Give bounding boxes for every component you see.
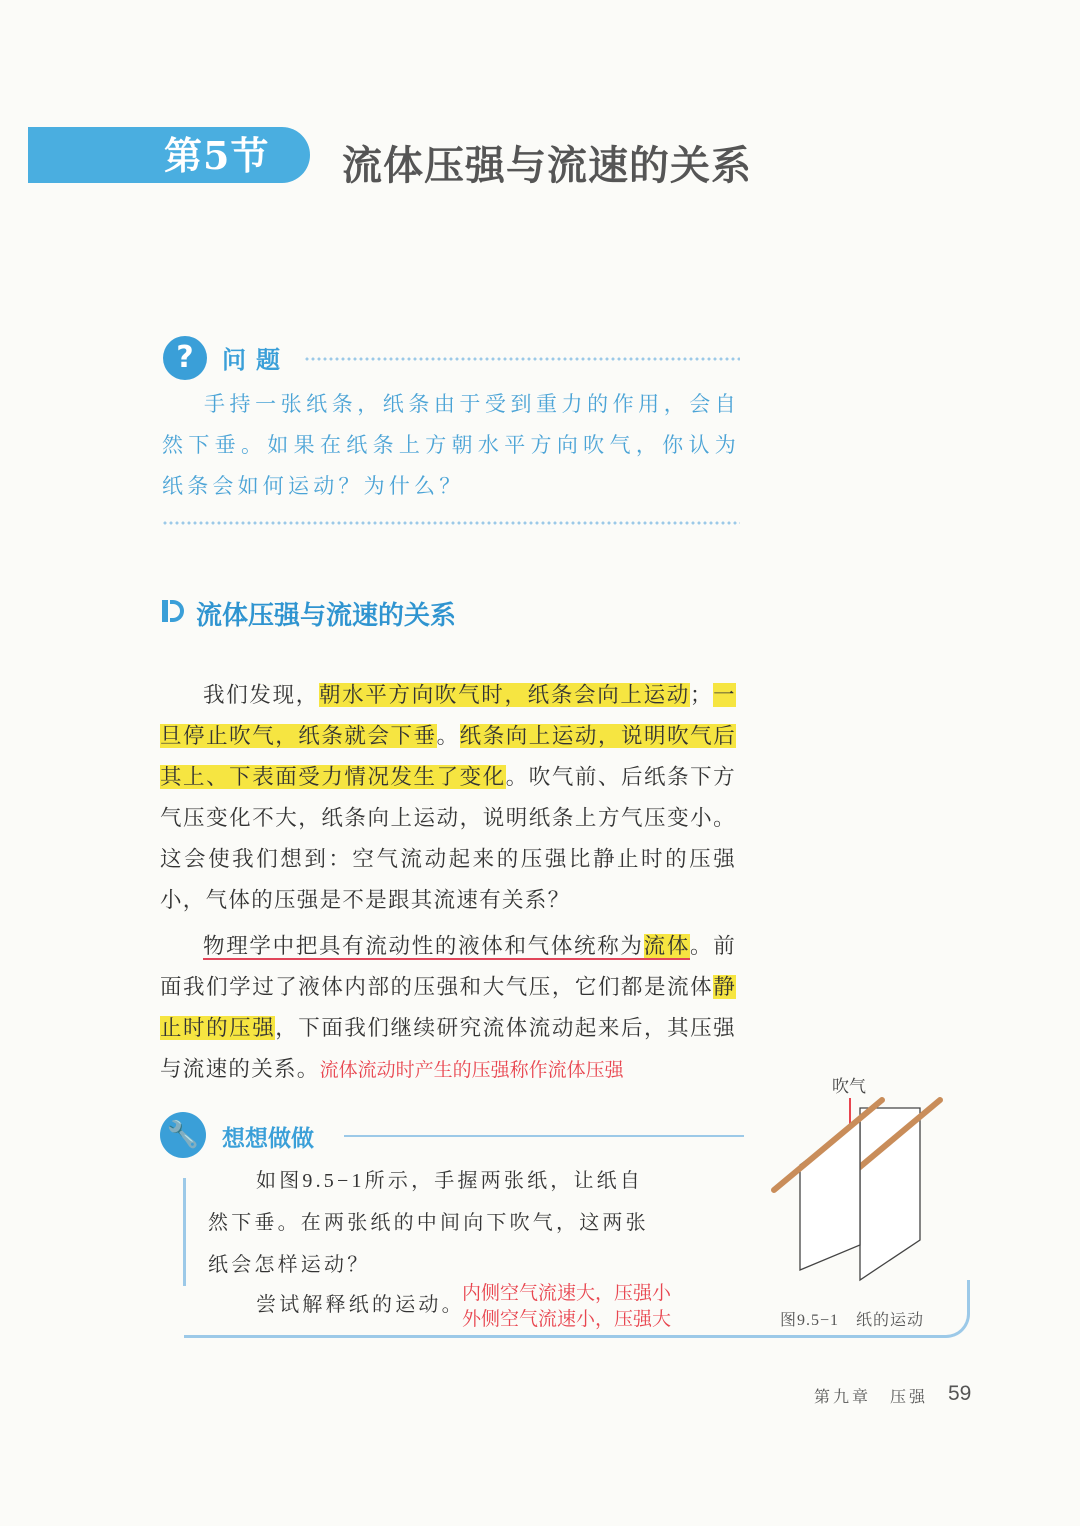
p1-text-1: 我们发现， — [203, 683, 319, 707]
subheading-title: 流体压强与流速的关系 — [196, 601, 457, 631]
subheading-marker-arc — [170, 600, 184, 622]
think-do-side-rule — [183, 1178, 186, 1286]
two-papers-illustration — [760, 1070, 960, 1290]
blow-label: 吹气 — [832, 1077, 866, 1096]
question-text: 手持一张纸条，纸条由于受到重力的作用，会自然下垂。如果在纸条上方朝水平方向吹气，你认为纸条会如何运动？为什么？ — [162, 392, 740, 498]
paragraph-1 — [160, 675, 736, 921]
p1-highlight-1: 朝水平方向吹气时，纸条会向上运动 — [318, 683, 690, 707]
p1-highlight-2: 一旦停止吹气，纸条就会下垂 — [160, 683, 736, 748]
think-do-text: 如图9.5−1所示，手握两张纸，让纸自然下垂。在两张纸的中间向下吹气，这两张纸会怎样运动？ — [208, 1170, 649, 1276]
question-top-rule — [304, 356, 740, 362]
p2-highlight-static: 静止时的压强 — [160, 975, 736, 1040]
question-bottom-rule — [162, 520, 740, 526]
p2-underline: 物理学中把具有流动性的液体和气体统称为 — [203, 934, 644, 958]
p1-text-3: 。 — [436, 724, 460, 748]
handwritten-note-explanation — [462, 1280, 712, 1332]
paragraph-2 — [160, 926, 736, 1091]
think-do-label: 想想做做 — [222, 1126, 314, 1152]
handwritten-note-definition: 流体流动时产生的压强称作流体压强 — [319, 1059, 624, 1081]
p2-text-2: ，下面我们继续研究流体流动起来后，其压强与流速的关系。 — [160, 1016, 736, 1081]
p2-text-1: 。前面我们学过了液体内部的压强和大气压，它们都是流体 — [160, 934, 737, 999]
question-label: 问题 — [222, 346, 290, 374]
section-title: 流体压强与流速的关系 — [342, 142, 752, 189]
page-number: 59 — [948, 1382, 972, 1405]
p1-text-4: 。吹气前、后纸条下方气压变化不大，纸条向上运动，说明纸条上方气压变小。这会使我们想到：空气流动起来的压强比静止时的压强小，气体的压强是不是跟其流速有关系？ — [160, 765, 736, 912]
wrench-icon: 🔧 — [160, 1112, 206, 1158]
figure-caption: 图9.5−1 纸的运动 — [780, 1312, 925, 1329]
p1-highlight-3: 纸条向上运动，说明吹气后其上、下表面受力情况发生了变化 — [160, 724, 736, 789]
question-icon: ? — [163, 336, 207, 380]
back-paper — [860, 1108, 920, 1280]
paper-figure — [760, 1070, 960, 1290]
p1-text-2: ； — [689, 683, 713, 707]
note-line-outer: 外侧空气流速小，压强大 — [462, 1308, 672, 1330]
section-number: 第5节 — [164, 133, 270, 178]
subheading-marker-icon — [162, 600, 168, 622]
note-line-inner: 内侧空气流速大，压强小 — [462, 1282, 672, 1304]
think-do-try-text: 尝试解释纸的运动。 — [256, 1294, 465, 1316]
chapter-footer: 第九章 压强 — [814, 1389, 929, 1406]
p2-highlight-fluid: 流体 — [643, 934, 691, 958]
think-do-top-rule — [344, 1135, 744, 1137]
